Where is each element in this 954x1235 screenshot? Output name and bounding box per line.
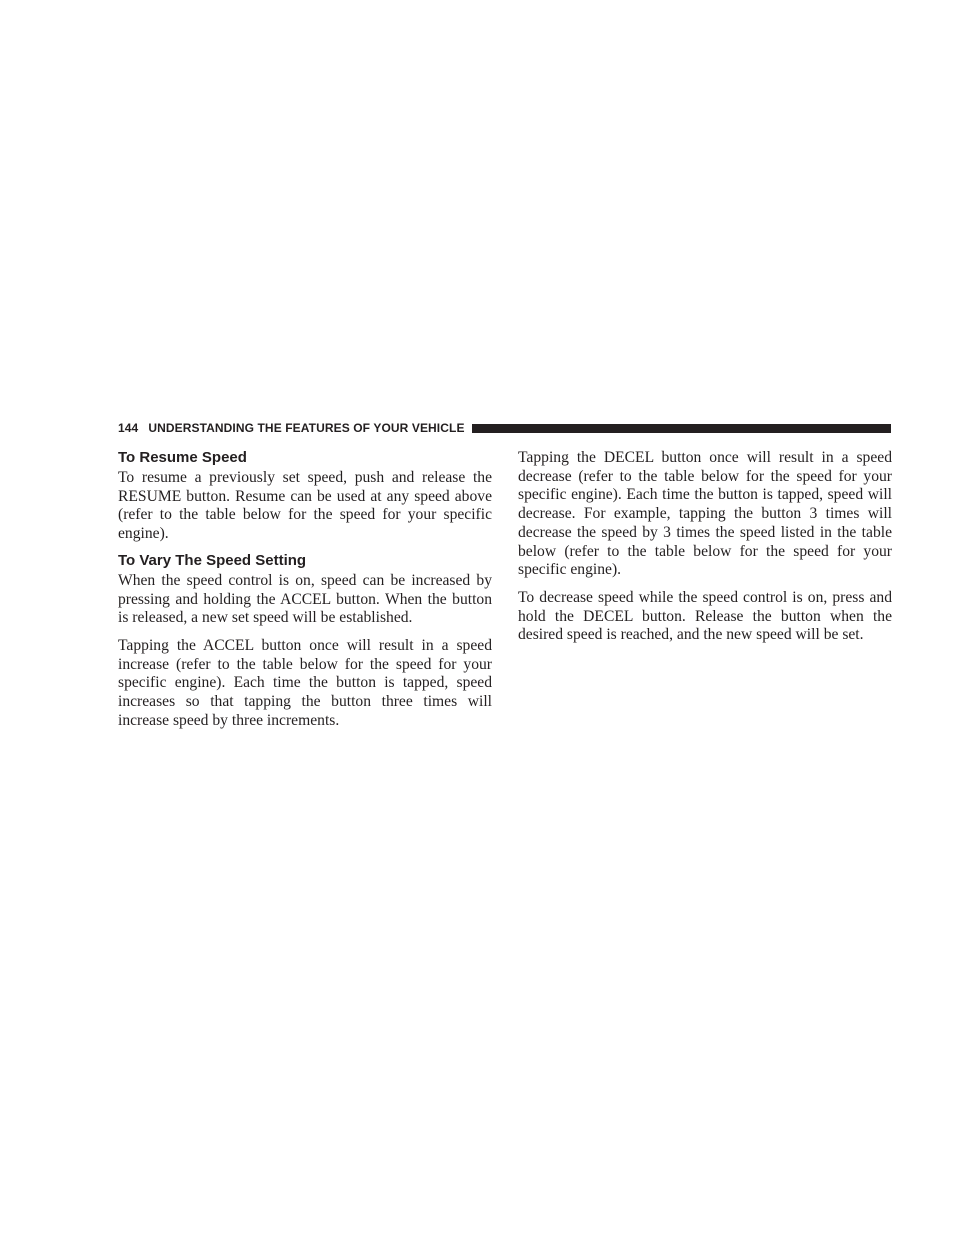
running-header	[118, 419, 891, 437]
paragraph-vary-speed-2: Tapping the ACCEL button once will result in a speed increase (refer to the table below for the speed for your specific engine). Each time the button is tapped, speed increases so that tapping the button three times will increase speed by three increments.	[118, 636, 492, 729]
right-column	[518, 449, 892, 654]
paragraph-resume-speed: To resume a previously set speed, push and release the RESUME button. Resume can be used at any speed above (refer to the table below for the speed for your specific engine).	[118, 469, 492, 543]
page-number: 144	[118, 421, 139, 435]
left-column	[118, 449, 492, 739]
paragraph-vary-speed-1: When the speed control is on, speed can be increased by pressing and holding the ACCEL button. When the button is released, a new set speed will be established.	[118, 571, 492, 627]
heading-vary-speed: To Vary The Speed Setting	[118, 551, 307, 569]
heading-resume-speed: To Resume Speed	[118, 449, 247, 466]
header-rule-bar	[472, 424, 891, 433]
section-title: UNDERSTANDING THE FEATURES OF YOUR VEHICLE	[148, 421, 465, 435]
paragraph-decel-tap: Tapping the DECEL button once will result in a speed decrease (refer to the table below for the speed for your specific engine). Each time the button is tapped, speed will decrease. For example, tapping the button 3 times will decrease the speed by 3 times the speed listed in the table below (refer to the table below for the speed for your specific engine).	[518, 449, 892, 579]
paragraph-decel-hold: To decrease speed while the speed control is on, press and hold the DECEL button. Release the button when the desired speed is reached, and the new speed will be set.	[518, 588, 892, 644]
